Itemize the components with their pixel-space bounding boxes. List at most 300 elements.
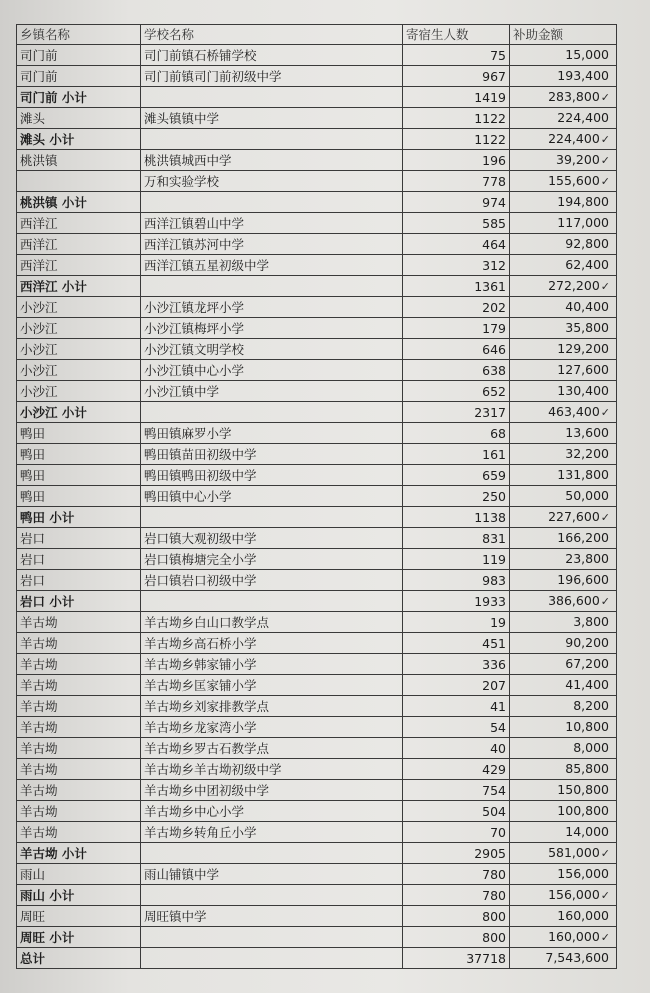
checkmark-icon: ✓ <box>600 931 610 945</box>
cell-school <box>141 780 403 801</box>
cell-students <box>403 675 510 696</box>
cell-school <box>141 381 403 402</box>
cell-town-text: 小沙江 <box>20 341 58 357</box>
table-row <box>17 801 617 822</box>
cell-school-text: 小沙江镇龙坪小学 <box>144 299 245 315</box>
cell-town-text: 岩口 <box>20 530 46 546</box>
cell-school <box>141 927 403 948</box>
subtotal-row <box>17 843 617 864</box>
cell-students-text: 68 <box>490 425 506 441</box>
table-row <box>17 675 617 696</box>
cell-subsidy-text: 193,400 <box>557 68 609 84</box>
cell-school-text: 西洋江镇苏河中学 <box>144 236 245 252</box>
cell-town-text: 小沙江 <box>20 383 58 399</box>
cell-town <box>17 801 141 822</box>
table-row <box>17 738 617 759</box>
cell-town <box>17 675 141 696</box>
cell-subsidy-text: 224,400 <box>548 131 600 147</box>
cell-students <box>403 822 510 843</box>
cell-school-text: 鸭田镇鸭田初级中学 <box>144 467 257 483</box>
table-row <box>17 822 617 843</box>
cell-subsidy <box>510 45 617 66</box>
cell-students-text: 800 <box>482 908 506 924</box>
subtotal-row <box>17 129 617 150</box>
cell-school-text: 羊古坳乡龙家湾小学 <box>144 719 257 735</box>
cell-town <box>17 738 141 759</box>
cell-town-text: 羊古坳 <box>20 614 58 630</box>
cell-town-text: 小沙江 <box>20 299 58 315</box>
table-row <box>17 633 617 654</box>
cell-town-text: 羊古坳 小计 <box>20 845 87 861</box>
cell-town <box>17 171 141 192</box>
cell-town <box>17 276 141 297</box>
cell-subsidy-text: 3,800 <box>573 614 609 630</box>
cell-school <box>141 633 403 654</box>
cell-subsidy <box>510 87 617 108</box>
cell-students <box>403 444 510 465</box>
cell-school <box>141 801 403 822</box>
cell-subsidy <box>510 885 617 906</box>
cell-town-text: 桃洪镇 <box>20 152 58 168</box>
cell-students-text: 1933 <box>474 593 506 609</box>
cell-students-text: 659 <box>482 467 506 483</box>
cell-town-text: 桃洪镇 小计 <box>20 194 87 210</box>
subtotal-row <box>17 87 617 108</box>
cell-students <box>403 381 510 402</box>
cell-subsidy-text: 166,200 <box>557 530 609 546</box>
cell-school-text: 鸭田镇中心小学 <box>144 488 232 504</box>
cell-school <box>141 318 403 339</box>
subtotal-row <box>17 507 617 528</box>
cell-students-text: 202 <box>482 299 506 315</box>
subtotal-row <box>17 591 617 612</box>
cell-subsidy <box>510 927 617 948</box>
cell-town-text: 司门前 <box>20 47 58 63</box>
cell-town <box>17 927 141 948</box>
cell-students-text: 983 <box>482 572 506 588</box>
cell-town <box>17 591 141 612</box>
table-row <box>17 570 617 591</box>
cell-students-text: 41 <box>490 698 506 714</box>
cell-school <box>141 66 403 87</box>
cell-town-text: 鸭田 <box>20 446 46 462</box>
cell-students <box>403 255 510 276</box>
cell-students-text: 967 <box>482 68 506 84</box>
header-students: 寄宿生人数 <box>403 25 510 45</box>
table-row <box>17 654 617 675</box>
cell-students <box>403 87 510 108</box>
cell-town <box>17 717 141 738</box>
cell-town-text: 羊古坳 <box>20 803 58 819</box>
header-row <box>17 25 617 45</box>
cell-students <box>403 171 510 192</box>
table-row <box>17 45 617 66</box>
table-row <box>17 318 617 339</box>
cell-town-text: 羊古坳 <box>20 719 58 735</box>
header-school: 学校名称 <box>141 25 403 45</box>
cell-students <box>403 192 510 213</box>
cell-school <box>141 549 403 570</box>
cell-school-text: 小沙江镇中心小学 <box>144 362 245 378</box>
cell-town-text: 羊古坳 <box>20 635 58 651</box>
cell-students-text: 336 <box>482 656 506 672</box>
cell-subsidy-text: 8,200 <box>573 698 609 714</box>
cell-subsidy-text: 130,400 <box>557 383 609 399</box>
table-row <box>17 381 617 402</box>
cell-subsidy-text: 155,600 <box>548 173 600 189</box>
cell-subsidy <box>510 906 617 927</box>
cell-school-text: 司门前镇司门前初级中学 <box>144 68 282 84</box>
cell-town-text: 岩口 <box>20 572 46 588</box>
checkmark-icon: ✓ <box>600 154 610 168</box>
cell-students <box>403 759 510 780</box>
cell-school-text: 羊古坳乡刘家排教学点 <box>144 698 270 714</box>
cell-town-text: 羊古坳 <box>20 782 58 798</box>
checkmark-icon: ✓ <box>600 511 610 525</box>
cell-school <box>141 465 403 486</box>
cell-school-text: 羊古坳乡中团初级中学 <box>144 782 270 798</box>
cell-town <box>17 318 141 339</box>
cell-subsidy-text: 35,800 <box>565 320 609 336</box>
cell-town <box>17 507 141 528</box>
table-row <box>17 696 617 717</box>
table-row <box>17 486 617 507</box>
cell-school <box>141 612 403 633</box>
cell-subsidy-text: 160,000 <box>548 929 600 945</box>
cell-students <box>403 885 510 906</box>
cell-students <box>403 570 510 591</box>
cell-subsidy <box>510 171 617 192</box>
cell-town-text: 周旺 <box>20 908 46 924</box>
cell-subsidy-text: 156,000 <box>557 866 609 882</box>
cell-students <box>403 297 510 318</box>
cell-school-text: 鸭田镇苗田初级中学 <box>144 446 257 462</box>
cell-subsidy-text: 581,000 <box>548 845 600 861</box>
table-row <box>17 423 617 444</box>
cell-school <box>141 486 403 507</box>
cell-subsidy-text: 92,800 <box>565 236 609 252</box>
cell-school <box>141 129 403 150</box>
table-row <box>17 339 617 360</box>
cell-town <box>17 654 141 675</box>
cell-students-text: 40 <box>490 740 506 756</box>
cell-town-text: 总计 <box>20 950 46 966</box>
cell-school <box>141 360 403 381</box>
cell-subsidy <box>510 381 617 402</box>
checkmark-icon: ✓ <box>600 889 610 903</box>
cell-school <box>141 948 403 969</box>
cell-students-text: 429 <box>482 761 506 777</box>
cell-school-text: 小沙江镇中学 <box>144 383 220 399</box>
cell-students-text: 754 <box>482 782 506 798</box>
cell-subsidy-text: 7,543,600 <box>545 950 609 966</box>
cell-school <box>141 213 403 234</box>
cell-school-text: 司门前镇石桥铺学校 <box>144 47 257 63</box>
cell-subsidy-text: 50,000 <box>565 488 609 504</box>
cell-town-text: 羊古坳 <box>20 740 58 756</box>
table-row <box>17 108 617 129</box>
cell-students <box>403 402 510 423</box>
cell-subsidy-text: 386,600 <box>548 593 600 609</box>
cell-students <box>403 654 510 675</box>
subtotal-row <box>17 276 617 297</box>
cell-town <box>17 297 141 318</box>
cell-school-text: 雨山铺镇中学 <box>144 866 220 882</box>
cell-town <box>17 612 141 633</box>
table-row <box>17 465 617 486</box>
cell-students-text: 1122 <box>474 131 506 147</box>
cell-students <box>403 339 510 360</box>
cell-students-text: 37718 <box>466 950 506 966</box>
table-row <box>17 234 617 255</box>
cell-town <box>17 906 141 927</box>
cell-school <box>141 192 403 213</box>
cell-town <box>17 864 141 885</box>
cell-students <box>403 108 510 129</box>
subsidy-table <box>16 24 617 969</box>
cell-subsidy-text: 196,600 <box>557 572 609 588</box>
checkmark-icon: ✓ <box>600 133 610 147</box>
cell-town <box>17 696 141 717</box>
cell-students <box>403 549 510 570</box>
cell-subsidy-text: 194,800 <box>557 194 609 210</box>
subtotal-row <box>17 192 617 213</box>
cell-town <box>17 528 141 549</box>
checkmark-icon: ✓ <box>600 406 610 420</box>
cell-subsidy <box>510 759 617 780</box>
cell-students-text: 196 <box>482 152 506 168</box>
cell-subsidy <box>510 192 617 213</box>
cell-students-text: 19 <box>490 614 506 630</box>
cell-town-text: 雨山 <box>20 866 46 882</box>
cell-town-text: 西洋江 <box>20 257 58 273</box>
cell-students <box>403 276 510 297</box>
cell-school <box>141 150 403 171</box>
cell-subsidy <box>510 780 617 801</box>
cell-town <box>17 381 141 402</box>
cell-town <box>17 843 141 864</box>
cell-students <box>403 150 510 171</box>
cell-students-text: 800 <box>482 929 506 945</box>
cell-school <box>141 255 403 276</box>
cell-school-text: 周旺镇中学 <box>144 908 207 924</box>
cell-subsidy-text: 85,800 <box>565 761 609 777</box>
table-row <box>17 213 617 234</box>
header-town: 乡镇名称 <box>17 25 141 45</box>
cell-school <box>141 234 403 255</box>
cell-school-text: 羊古坳乡中心小学 <box>144 803 245 819</box>
cell-students <box>403 591 510 612</box>
cell-students <box>403 801 510 822</box>
cell-school-text: 羊古坳乡韩家铺小学 <box>144 656 257 672</box>
cell-students <box>403 318 510 339</box>
cell-students <box>403 213 510 234</box>
table-row <box>17 780 617 801</box>
cell-town <box>17 150 141 171</box>
cell-subsidy <box>510 255 617 276</box>
cell-students-text: 585 <box>482 215 506 231</box>
cell-subsidy <box>510 234 617 255</box>
cell-school <box>141 717 403 738</box>
cell-subsidy <box>510 297 617 318</box>
subtotal-row <box>17 402 617 423</box>
cell-town-text: 司门前 小计 <box>20 89 87 105</box>
cell-school <box>141 528 403 549</box>
cell-town <box>17 192 141 213</box>
cell-subsidy <box>510 801 617 822</box>
cell-school <box>141 885 403 906</box>
cell-town <box>17 948 141 969</box>
cell-town-text: 鸭田 <box>20 467 46 483</box>
cell-students <box>403 906 510 927</box>
cell-subsidy <box>510 339 617 360</box>
cell-subsidy-text: 129,200 <box>557 341 609 357</box>
cell-school-text: 岩口镇大观初级中学 <box>144 530 257 546</box>
subtotal-row <box>17 885 617 906</box>
subtotal-row <box>17 927 617 948</box>
cell-subsidy-text: 463,400 <box>548 404 600 420</box>
cell-school-text: 万和实验学校 <box>144 173 220 189</box>
cell-students-text: 1361 <box>474 278 506 294</box>
cell-subsidy <box>510 549 617 570</box>
checkmark-icon: ✓ <box>600 847 610 861</box>
cell-students-text: 179 <box>482 320 506 336</box>
cell-students <box>403 864 510 885</box>
cell-students-text: 161 <box>482 446 506 462</box>
cell-school-text: 岩口镇岩口初级中学 <box>144 572 257 588</box>
table-row <box>17 549 617 570</box>
cell-school <box>141 297 403 318</box>
cell-school <box>141 87 403 108</box>
cell-students-text: 638 <box>482 362 506 378</box>
cell-students <box>403 66 510 87</box>
table-row <box>17 297 617 318</box>
cell-subsidy-text: 117,000 <box>557 215 609 231</box>
cell-school-text: 羊古坳乡白山口教学点 <box>144 614 270 630</box>
cell-town <box>17 129 141 150</box>
cell-subsidy-text: 156,000 <box>548 887 600 903</box>
cell-school-text: 岩口镇梅塘完全小学 <box>144 551 257 567</box>
cell-subsidy <box>510 213 617 234</box>
cell-subsidy <box>510 507 617 528</box>
cell-town-text: 鸭田 小计 <box>20 509 75 525</box>
cell-school <box>141 864 403 885</box>
cell-students-text: 780 <box>482 887 506 903</box>
cell-town <box>17 87 141 108</box>
cell-students <box>403 45 510 66</box>
cell-students-text: 1419 <box>474 89 506 105</box>
cell-subsidy-text: 227,600 <box>548 509 600 525</box>
table-row <box>17 864 617 885</box>
table-row <box>17 150 617 171</box>
cell-town <box>17 234 141 255</box>
cell-subsidy <box>510 822 617 843</box>
table-row <box>17 759 617 780</box>
cell-school-text: 羊古坳乡羊古坳初级中学 <box>144 761 282 777</box>
cell-students-text: 974 <box>482 194 506 210</box>
cell-students <box>403 360 510 381</box>
cell-school-text: 羊古坳乡高石桥小学 <box>144 635 257 651</box>
cell-subsidy <box>510 528 617 549</box>
cell-students-text: 70 <box>490 824 506 840</box>
cell-town-text: 雨山 小计 <box>20 887 75 903</box>
cell-school <box>141 402 403 423</box>
cell-town-text: 小沙江 小计 <box>20 404 87 420</box>
cell-students-text: 312 <box>482 257 506 273</box>
cell-town-text: 岩口 <box>20 551 46 567</box>
cell-school-text: 羊古坳乡转角丘小学 <box>144 824 257 840</box>
cell-subsidy-text: 67,200 <box>565 656 609 672</box>
cell-students <box>403 696 510 717</box>
checkmark-icon: ✓ <box>600 595 610 609</box>
table-row <box>17 528 617 549</box>
cell-town <box>17 465 141 486</box>
cell-school <box>141 843 403 864</box>
cell-subsidy-text: 14,000 <box>565 824 609 840</box>
cell-subsidy-text: 90,200 <box>565 635 609 651</box>
cell-town-text: 羊古坳 <box>20 824 58 840</box>
cell-school-text: 羊古坳乡匡家铺小学 <box>144 677 257 693</box>
cell-town-text: 西洋江 小计 <box>20 278 87 294</box>
cell-students-text: 75 <box>490 47 506 63</box>
cell-subsidy <box>510 591 617 612</box>
cell-town-text: 羊古坳 <box>20 656 58 672</box>
cell-subsidy <box>510 633 617 654</box>
cell-subsidy-text: 100,800 <box>557 803 609 819</box>
table-row <box>17 171 617 192</box>
cell-town-text: 西洋江 <box>20 236 58 252</box>
cell-subsidy <box>510 864 617 885</box>
cell-school <box>141 507 403 528</box>
cell-school <box>141 591 403 612</box>
cell-town <box>17 360 141 381</box>
cell-students-text: 1138 <box>474 509 506 525</box>
cell-students <box>403 528 510 549</box>
cell-school-text: 鸭田镇麻罗小学 <box>144 425 232 441</box>
cell-students <box>403 612 510 633</box>
cell-school-text: 羊古坳乡罗古石教学点 <box>144 740 270 756</box>
table-row <box>17 906 617 927</box>
cell-town <box>17 423 141 444</box>
cell-students-text: 780 <box>482 866 506 882</box>
cell-subsidy-text: 224,400 <box>557 110 609 126</box>
cell-town <box>17 213 141 234</box>
cell-subsidy <box>510 696 617 717</box>
cell-subsidy <box>510 108 617 129</box>
cell-school-text: 西洋江镇碧山中学 <box>144 215 245 231</box>
cell-town-text: 小沙江 <box>20 320 58 336</box>
cell-subsidy <box>510 150 617 171</box>
cell-school-text: 小沙江镇梅坪小学 <box>144 320 245 336</box>
cell-students-text: 451 <box>482 635 506 651</box>
cell-subsidy-text: 40,400 <box>565 299 609 315</box>
cell-students-text: 652 <box>482 383 506 399</box>
cell-subsidy <box>510 444 617 465</box>
cell-subsidy <box>510 129 617 150</box>
cell-town-text: 岩口 小计 <box>20 593 75 609</box>
cell-students <box>403 633 510 654</box>
cell-subsidy-text: 150,800 <box>557 782 609 798</box>
cell-subsidy-text: 10,800 <box>565 719 609 735</box>
cell-school-text: 滩头镇镇中学 <box>144 110 220 126</box>
table-row <box>17 612 617 633</box>
cell-subsidy-text: 160,000 <box>557 908 609 924</box>
cell-students-text: 2905 <box>474 845 506 861</box>
checkmark-icon: ✓ <box>600 280 610 294</box>
cell-school <box>141 654 403 675</box>
cell-subsidy <box>510 675 617 696</box>
cell-school <box>141 822 403 843</box>
